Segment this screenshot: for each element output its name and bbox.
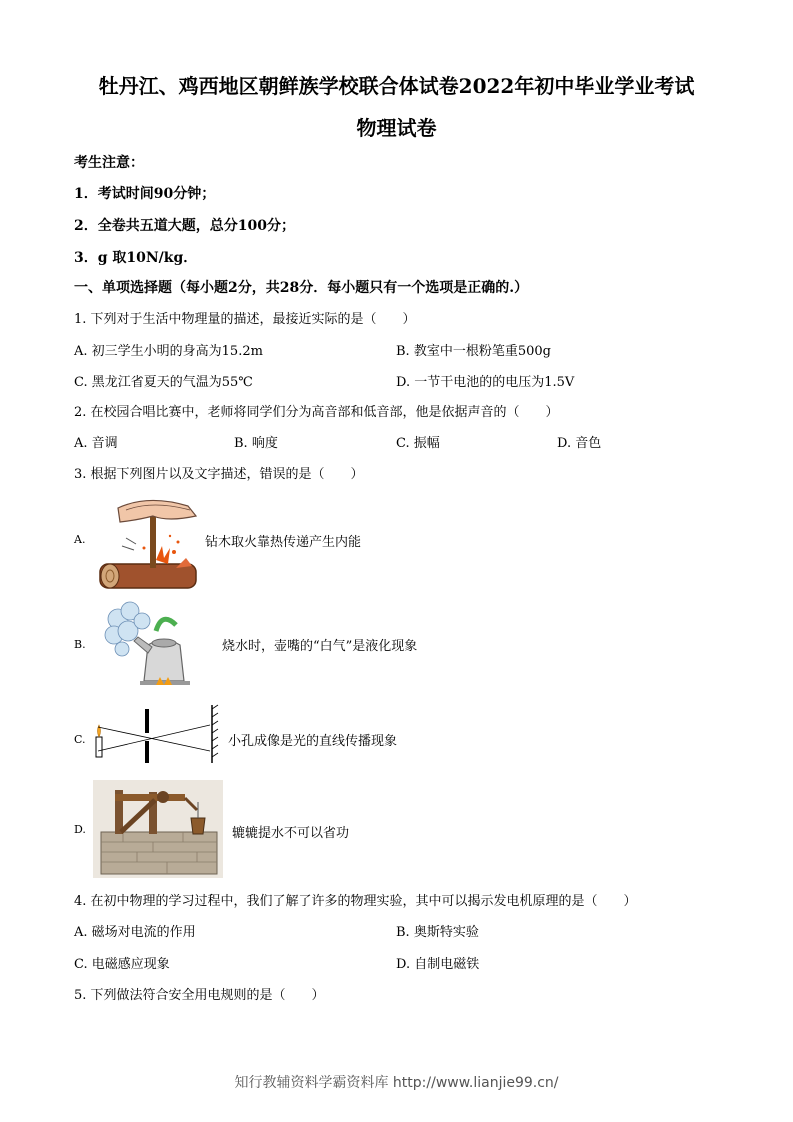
caption-b: 烧水时，壶嘴的“白气”是液化现象 [222, 639, 418, 654]
option-c: C. 电磁感应现象 [74, 957, 170, 972]
notice-item: 2．全卷共五道大题，总分100分； [74, 218, 295, 234]
option-a: A. 磁场对电流的作用 [74, 925, 196, 940]
option-b: B. 教室中一根粉笔重500g [396, 344, 551, 359]
option-c: C. [74, 733, 86, 746]
exam-subtitle: 物理试卷 [356, 116, 437, 140]
option-a: A. 初三学生小明的身高为15.2m [74, 344, 263, 359]
option-b: B. 响度 [234, 436, 278, 451]
option-d: D. [74, 823, 86, 836]
caption-d: 辘辘提水不可以省功 [232, 826, 350, 841]
windlass-well-picture [93, 780, 223, 878]
option-c: C. 黑龙江省夏天的气温为55℃ [74, 375, 253, 390]
pinhole-diagram [92, 703, 222, 765]
question-stem: 4. 在初中物理的学习过程中，我们了解了许多的物理实验，其中可以揭示发电机原理的是（ ） [74, 894, 637, 909]
question-stem: 3. 根据下列图片以及文字描述，错误的是（ ） [74, 467, 364, 482]
option-d: D. 音色 [557, 436, 602, 451]
question-stem: 1. 下列对于生活中物理量的描述，最接近实际的是（ ） [74, 312, 416, 327]
fire-drill-picture [98, 486, 202, 590]
notice-item: 3．g 取10N/kg． [74, 250, 198, 266]
notice-item: 1．考试时间90分钟； [74, 186, 216, 202]
notice-heading: 考生注意： [74, 155, 144, 171]
option-d: D. 自制电磁铁 [396, 957, 480, 972]
question-stem: 2. 在校园合唱比赛中，老师将同学们分为高音部和低音部，他是依据声音的（ ） [74, 405, 559, 420]
exam-title: 牡丹江、鸡西地区朝鲜族学校联合体试卷2022年初中毕业学业考试 [98, 74, 695, 98]
option-a: A. [74, 533, 86, 546]
option-a: A. 音调 [74, 436, 118, 451]
kettle-picture [100, 597, 196, 689]
option-b: B. [74, 638, 86, 651]
question-stem: 5. 下列做法符合安全用电规则的是（ ） [74, 988, 325, 1003]
option-c: C. 振幅 [396, 436, 440, 451]
option-d: D. 一节干电池的的电压为1.5V [396, 375, 575, 390]
footer-watermark: 知行教辅资料学霸资料库 http://www.lianjie99.cn/ [234, 1075, 559, 1091]
caption-c: 小孔成像是光的直线传播现象 [228, 734, 398, 749]
section-heading: 一、单项选择题（每小题2分，共28分．每小题只有一个选项是正确的.） [74, 280, 529, 296]
option-b: B. 奥斯特实验 [396, 925, 479, 940]
caption-a: 钻木取火靠热传递产生内能 [205, 535, 362, 550]
